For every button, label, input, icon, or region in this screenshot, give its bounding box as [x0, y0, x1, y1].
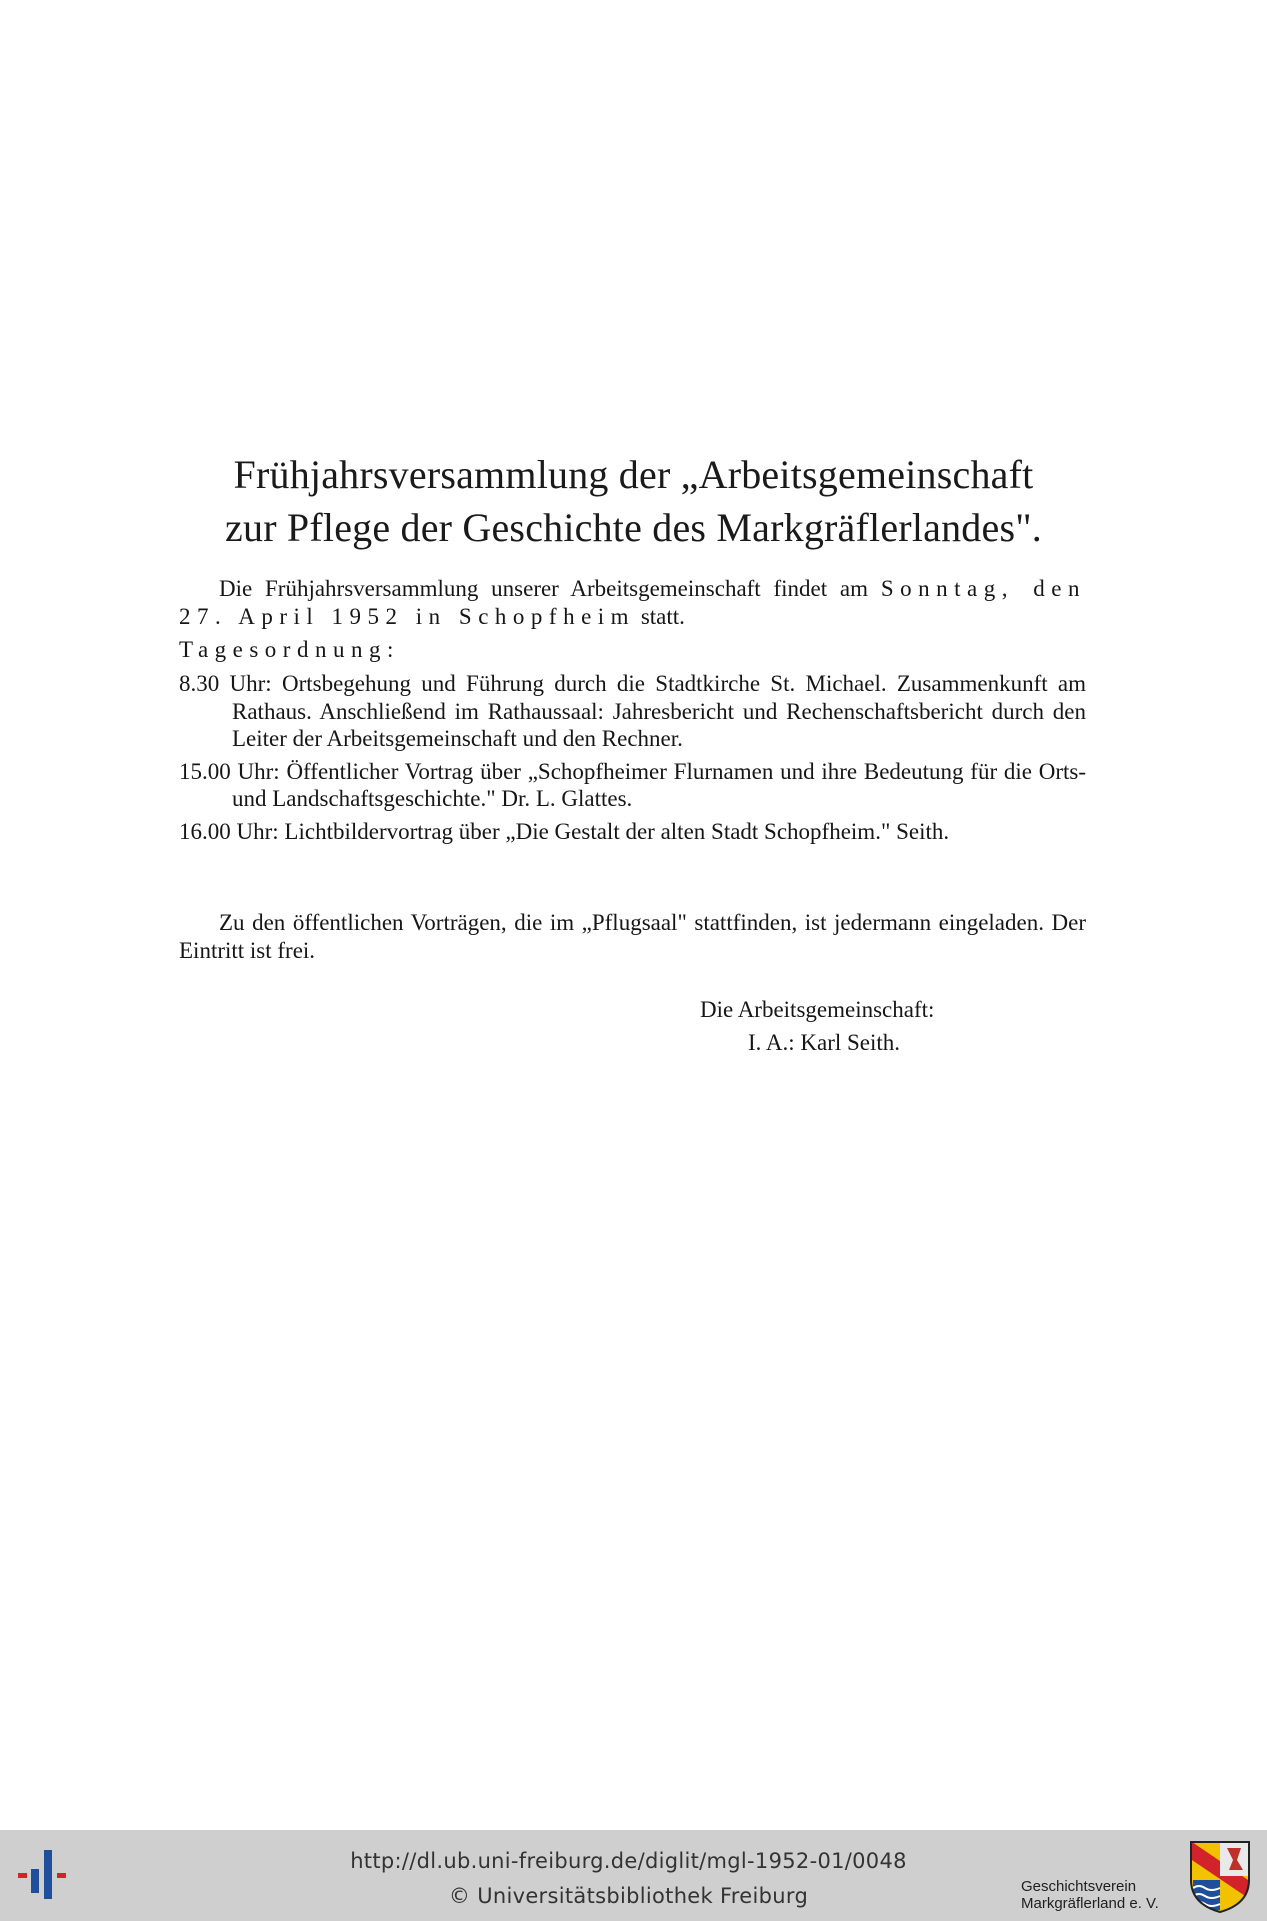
title-line-2: zur Pflege der Geschichte des Markgräflerlandes".	[225, 505, 1042, 550]
agenda-time: 15.00 Uhr:	[179, 758, 280, 784]
coat-of-arms-icon	[1189, 1840, 1251, 1914]
agenda-list	[179, 670, 1086, 850]
agenda-time: 8.30 Uhr:	[179, 671, 272, 696]
intro-text-end: statt.	[635, 603, 685, 629]
closing-paragraph: Zu den öffentlichen Vorträgen, die im „Pflugsaal" stattfinden, ist jedermann eingeladen. Der Eintritt ist frei.	[179, 910, 1086, 963]
intro-text-start: Die Frühjahrsversammlung unserer Arbeitsgemeinschaft findet am	[219, 576, 881, 601]
agenda-time: 16.00 Uhr:	[179, 818, 279, 844]
signature-name: I. A.: Karl Seith.	[748, 1030, 901, 1055]
permalink-url[interactable]: http://dl.ub.uni-freiburg.de/diglit/mgl-1952-01/0048	[350, 1849, 907, 1873]
intro-paragraph	[179, 575, 1086, 630]
agenda-description: Lichtbildervortrag über „Die Gestalt der alten Stadt Schopfheim." Seith.	[284, 818, 950, 844]
title-line-1: Frühjahrsversammlung der „Arbeitsgemeinschaft	[233, 452, 1034, 497]
agenda-heading: Tagesordnung:	[179, 637, 400, 662]
society-name-line-2: Markgräflerland e. V.	[1021, 1895, 1159, 1912]
agenda-item	[179, 818, 1086, 846]
agenda-description: Öffentlicher Vortrag über „Schopfheimer Flurnamen und ihre Bedeutung für die Orts- und Landschaftsgeschichte." Dr. L. Glattes.	[232, 758, 1086, 811]
intro-date-location: Sonntag, den 27. April 1952 in Schopfheim	[179, 576, 1086, 629]
signature-block	[700, 993, 1020, 1059]
signature-organization: Die Arbeitsgemeinschaft:	[700, 997, 935, 1022]
society-name	[1021, 1878, 1181, 1912]
copyright-notice: © Universitätsbibliothek Freiburg	[448, 1884, 809, 1908]
agenda-item	[179, 758, 1086, 813]
footer-bar	[0, 1830, 1267, 1921]
agenda-item	[179, 670, 1086, 753]
agenda-description: Ortsbegehung und Führung durch die Stadtkirche St. Michael. Zusammenkunft am Rathaus. Anschließend im Rathaussaal: Jahresbericht und Rechenschaftsbericht durch den Leiter der Arbeitsgemeinschaft und den Rechner.	[232, 671, 1086, 751]
society-name-line-1: Geschichtsverein	[1021, 1878, 1137, 1895]
page-title	[0, 448, 1267, 554]
